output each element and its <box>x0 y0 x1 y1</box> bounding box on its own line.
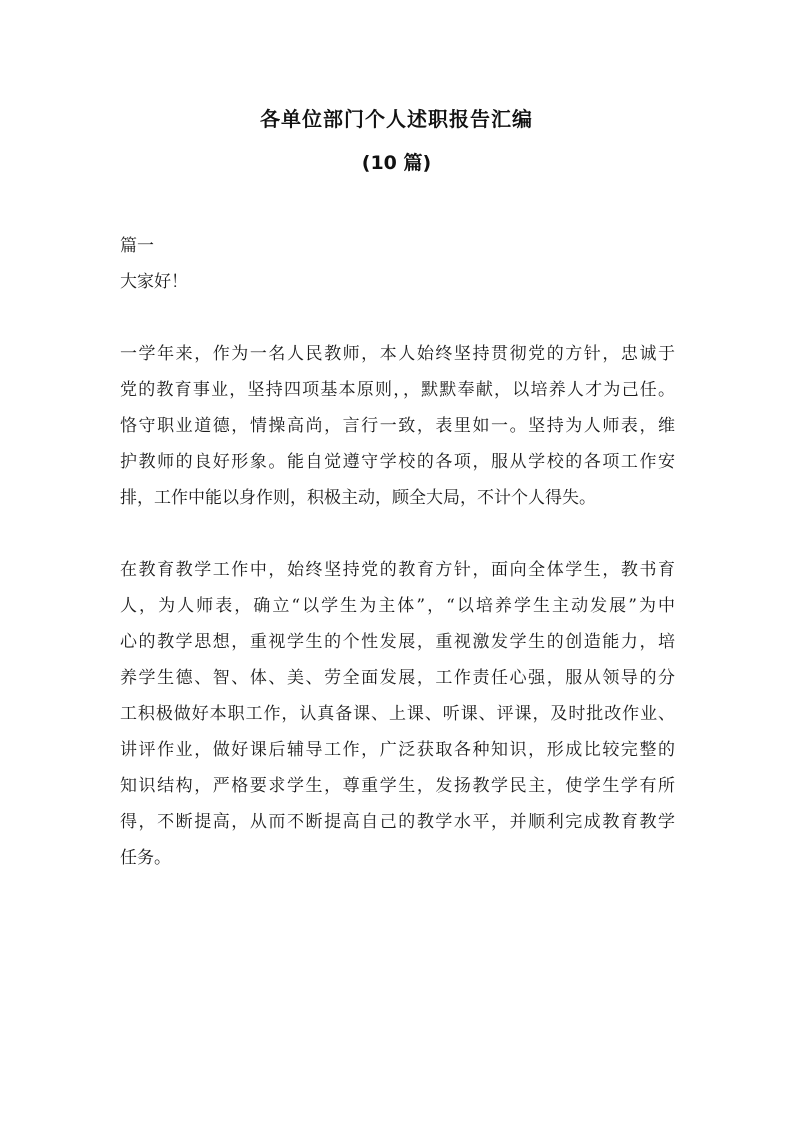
paragraph-line: 得，不断提高，从而不断提高自己的教学水平，并顺利完成教育教学 <box>120 812 675 832</box>
paragraph-2 <box>120 552 675 876</box>
greeting: 大家好！ <box>120 272 188 292</box>
document-body <box>120 228 675 876</box>
paragraph-line: 人，为人师表，确立“以学生为主体”，“以培养学生主动发展”为中 <box>120 596 675 616</box>
paragraph-line: 知识结构，严格要求学生，尊重学生，发扬教学民主，使学生学有所 <box>120 776 675 796</box>
document-title: 各单位部门个人述职报告汇编 <box>260 107 533 131</box>
section-heading: 篇一 <box>120 236 154 256</box>
paragraph-line: 护教师的良好形象。能自觉遵守学校的各项，服从学校的各项工作安 <box>120 452 675 472</box>
paragraph-line: 讲评作业，做好课后辅导工作，广泛获取各种知识，形成比较完整的 <box>120 740 675 760</box>
paragraph-line: 党的教育事业，坚持四项基本原则，，默默奉献，以培养人才为己任。 <box>120 380 675 400</box>
paragraph-line: 在教育教学工作中，始终坚持党的教育方针，面向全体学生，教书育 <box>120 560 675 580</box>
paragraph-line: 工积极做好本职工作，认真备课、上课、听课、评课，及时批改作业、 <box>120 704 675 724</box>
paragraph-line: 一学年来，作为一名人民教师，本人始终坚持贯彻党的方针，忠诚于 <box>120 344 675 364</box>
paragraph-line: 心的教学思想，重视学生的个性发展，重视激发学生的创造能力，培 <box>120 632 675 652</box>
paragraph-gap <box>120 300 675 336</box>
paragraph-gap <box>120 516 675 552</box>
paragraph-line: 恪守职业道德，情操高尚，言行一致，表里如一。坚持为人师表，维 <box>120 416 675 436</box>
paragraph-1 <box>120 336 675 516</box>
paragraph-line: 排，工作中能以身作则，积极主动，顾全大局，不计个人得失。 <box>120 488 596 508</box>
paragraph-line: 养学生德、智、体、美、劳全面发展，工作责任心强，服从领导的分 <box>120 668 675 688</box>
paragraph-line: 任务。 <box>120 848 171 868</box>
document-subtitle: (10 篇) <box>361 152 432 174</box>
